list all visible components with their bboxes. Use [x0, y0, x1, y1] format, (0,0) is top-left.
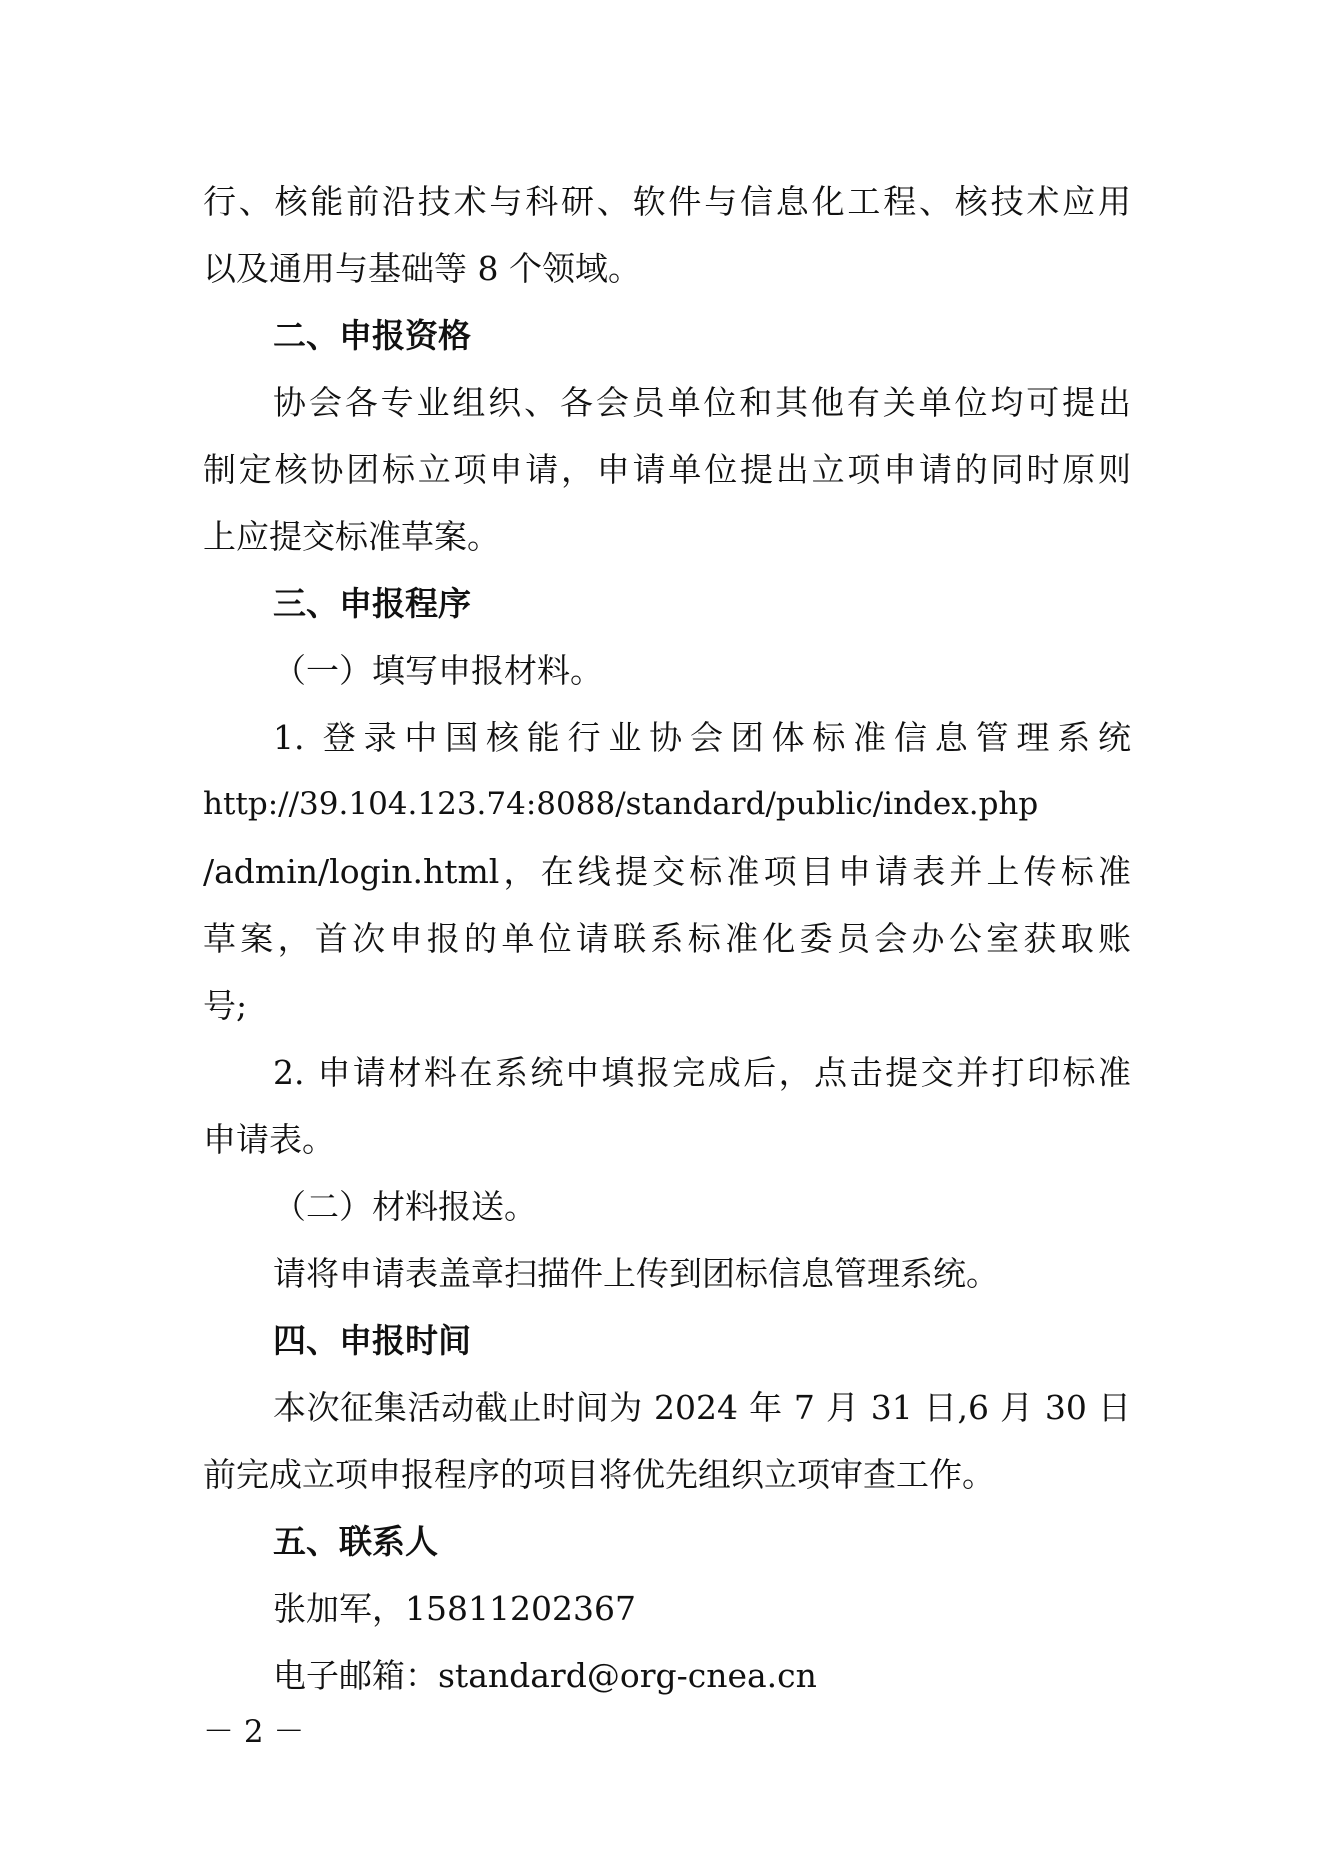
paragraph-line: 以及通用与基础等 8 个领域。: [203, 249, 641, 288]
paragraph-line: 协会各专业组织、各会员单位和其他有关单位均可提出: [273, 383, 1131, 422]
paragraph-line: 上应提交标准草案。: [203, 517, 500, 556]
section-heading: 五、联系人: [273, 1522, 438, 1561]
paragraph-line: 制定核协团标立项申请，申请单位提出立项申请的同时原则: [203, 450, 1131, 489]
subsection-line: （一）填写申报材料。: [273, 651, 603, 690]
paragraph-line: 1. 登录中国核能行业协会团体标准信息管理系统: [273, 718, 1131, 757]
paragraph-line: 行、核能前沿技术与科研、软件与信息化工程、核技术应用: [203, 182, 1131, 221]
section-heading: 二、申报资格: [273, 316, 471, 355]
paragraph-line: 电子邮箱：standard@org-cnea.cn: [273, 1656, 817, 1695]
paragraph-line: 请将申请表盖章扫描件上传到团标信息管理系统。: [273, 1254, 999, 1293]
url-line: http://39.104.123.74:8088/standard/public/index.php: [203, 786, 1039, 822]
paragraph-line: /admin/login.html，在线提交标准项目申请表并上传标准: [203, 852, 1131, 891]
section-heading: 四、申报时间: [273, 1321, 471, 1360]
paragraph-line: 前完成立项申报程序的项目将优先组织立项审查工作。: [203, 1455, 995, 1494]
paragraph-line: 号;: [203, 986, 248, 1025]
document-body: [203, 168, 1131, 1709]
page-number: － 2 －: [203, 1714, 305, 1750]
paragraph-line: 2. 申请材料在系统中填报完成后，点击提交并打印标准: [273, 1053, 1131, 1092]
section-heading: 三、申报程序: [273, 584, 471, 623]
paragraph-line: 草案，首次申报的单位请联系标准化委员会办公室获取账: [203, 919, 1131, 958]
paragraph-line: 张加军，15811202367: [273, 1589, 636, 1628]
paragraph-line: 申请表。: [203, 1120, 335, 1159]
subsection-line: （二）材料报送。: [273, 1187, 537, 1226]
paragraph-line: 本次征集活动截止时间为 2024 年 7 月 31 日,6 月 30 日: [273, 1388, 1131, 1427]
